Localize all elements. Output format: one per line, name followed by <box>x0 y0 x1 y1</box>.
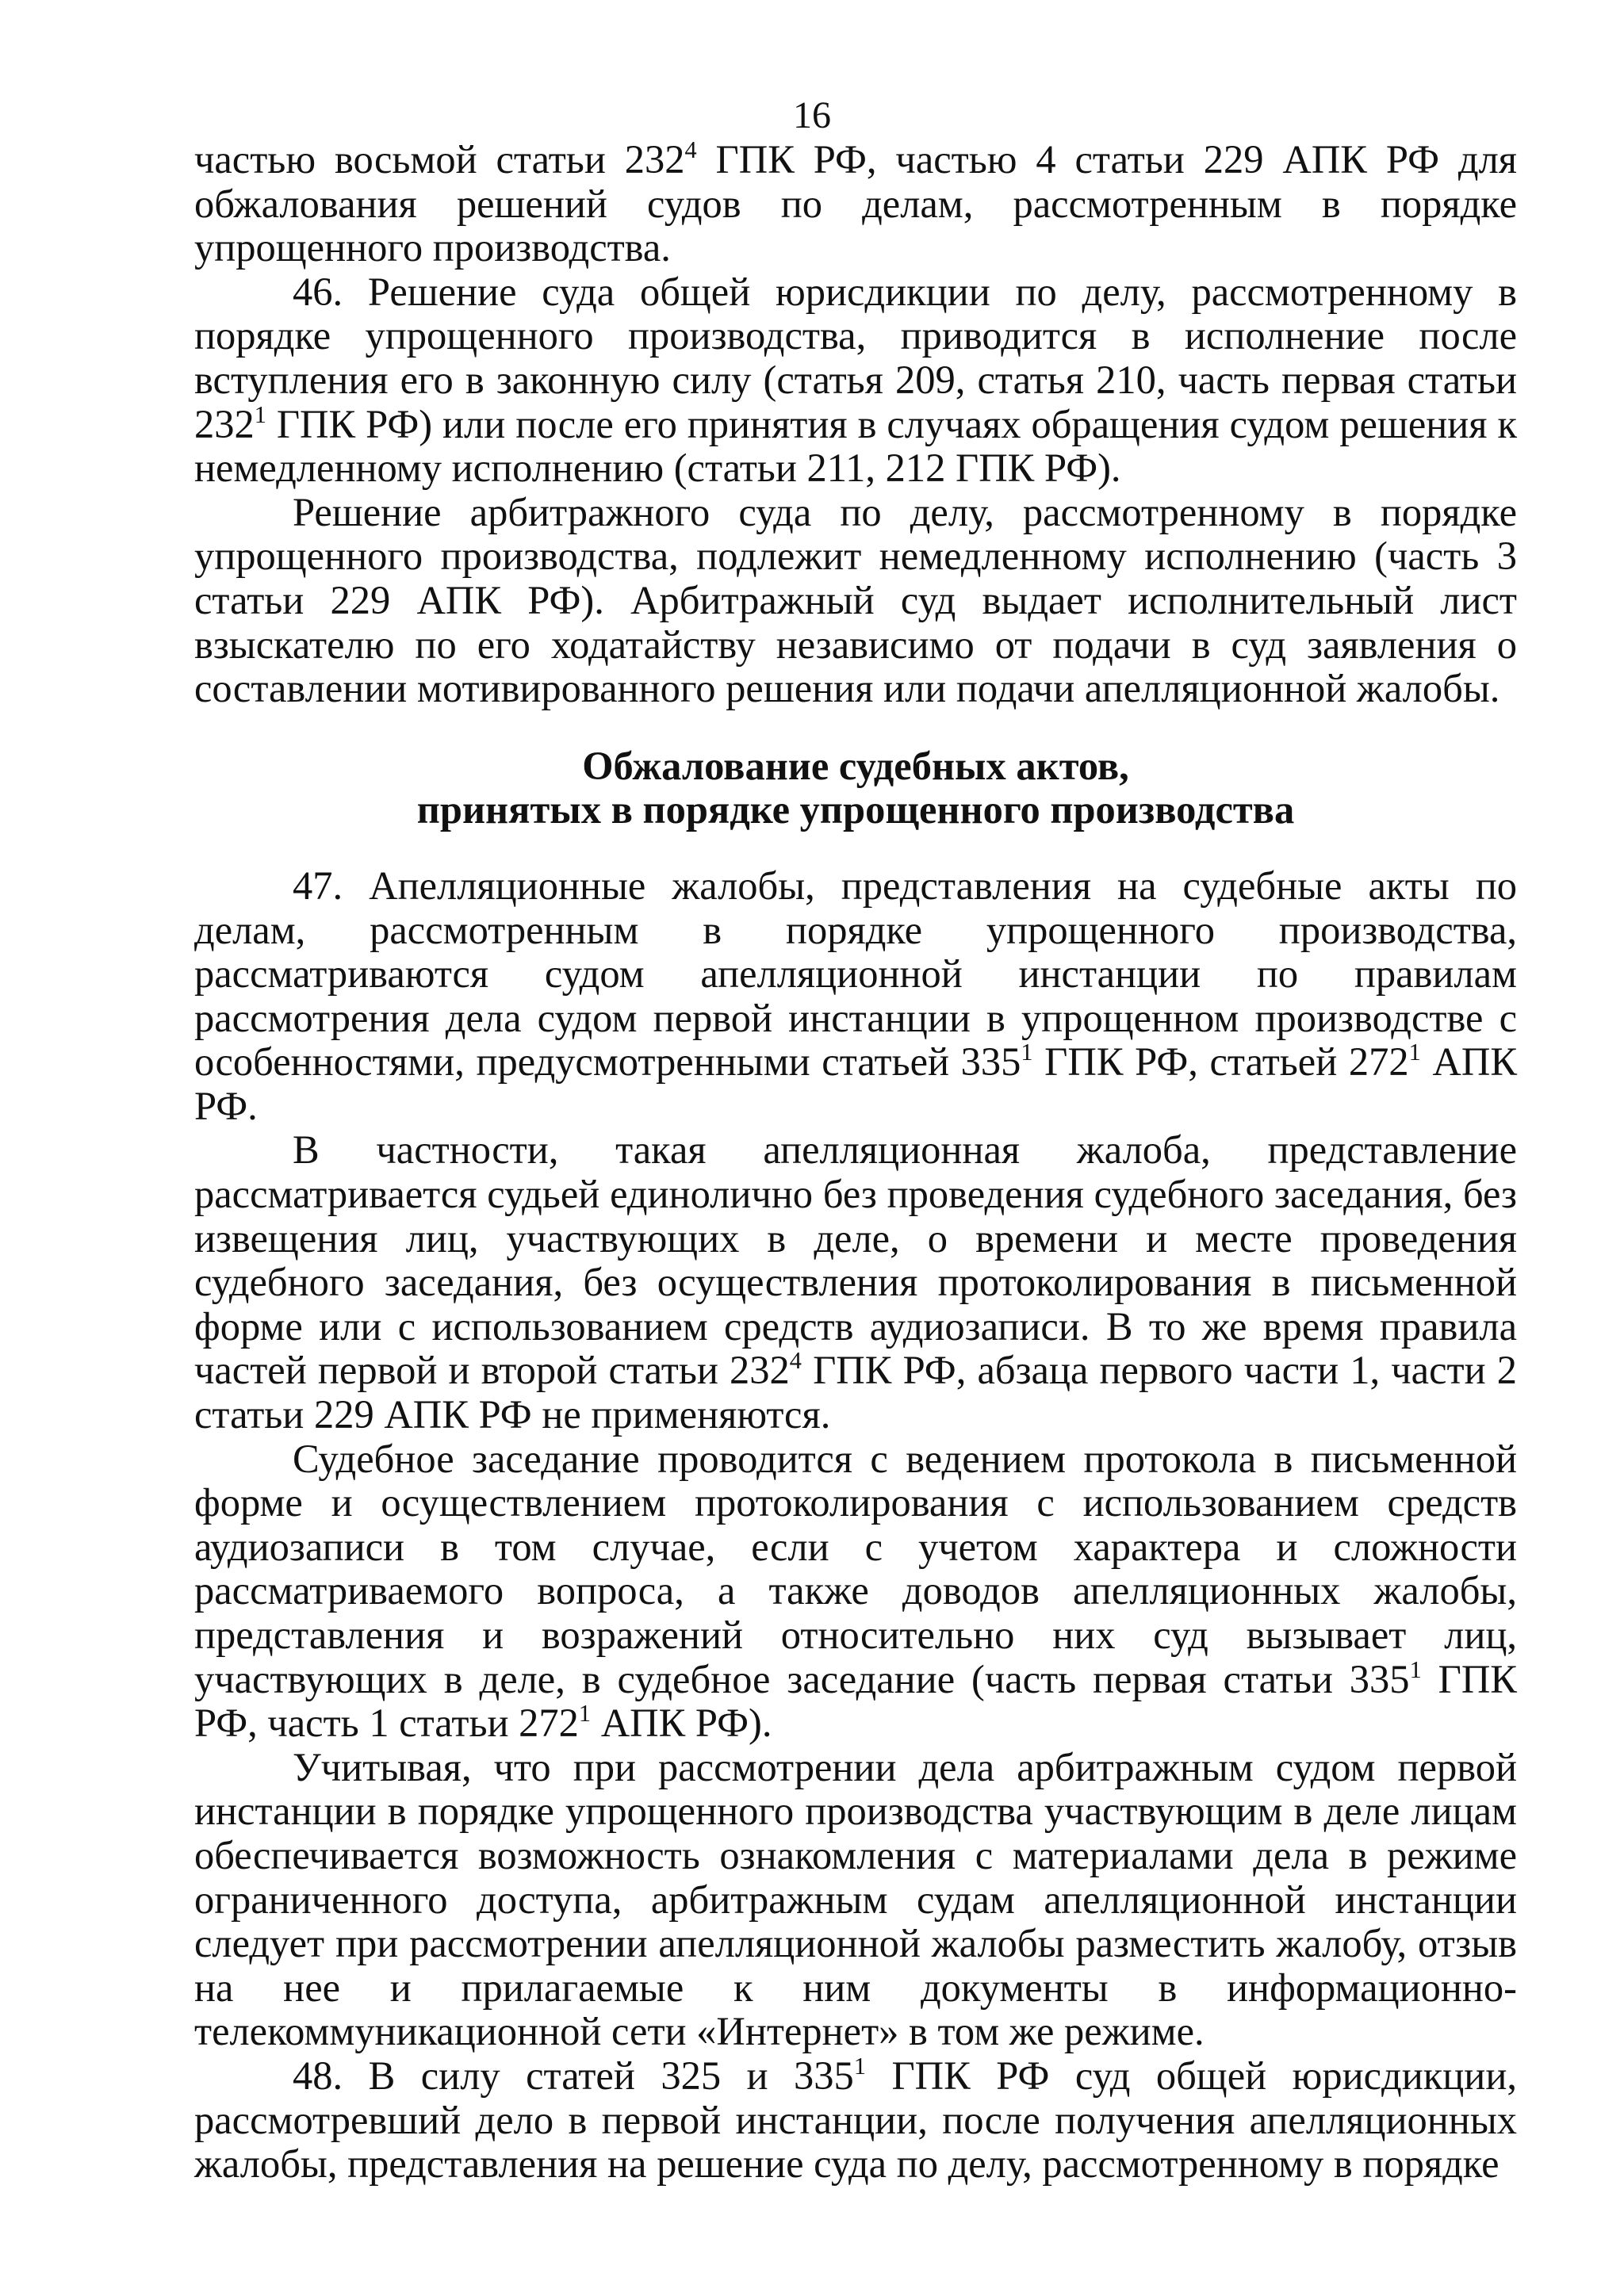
section-heading-line-1: Обжалование судебных актов, <box>582 743 1129 788</box>
page-number: 16 <box>793 94 831 136</box>
section-heading-line-2: принятых в порядке упрощенного производства <box>416 787 1295 832</box>
paragraph-47-internet: Учитывая, что при рассмотрении дела арбитражным судом первой инстанции в порядке упрощенного производства участвующим в деле лицам обеспечивается возможность ознакомления с материалами дела в режиме ограниченного доступа, арбитражным судам апелляционной инстанции следует при рассмотрении апелляционной жалобы разместить жалобу, отзыв на нее и прилагаемые к ним документы в информационно-телекоммуникационной сети «Интернет» в том же режиме. <box>194 1744 1517 2054</box>
paragraph-47-hearing: Судебное заседание проводится с ведением протокола в письменной форме и осуществлением протоколирования с использованием средств аудиозаписи в том случае, если с учетом характера и сложности рассматриваемого вопроса, а также доводов апелляционных жалобы, представления и возражений относительно них суд вызывает лиц, участвующих в деле, в судебное заседание (часть первая статьи $335^1$ ГПК РФ, часть 1 статьи $272^1$ АПК РФ). <box>194 1436 1517 1746</box>
paragraph-46-arbitration: Решение арбитражного суда по делу, рассмотренному в порядке упрощенного производства, подлежит немедленному исполнению (часть 3 статьи 229 АПК РФ). Арбитражный суд выдает исполнительный лист взыскателю по его ходатайству независимо от подачи в суд заявления о составлении мотивированного решения или подачи апелляционной жалобы. <box>194 489 1517 711</box>
paragraph-47-particulars: В частности, такая апелляционная жалоба, представление рассматривается судьей единолично без проведения судебного заседания, без извещения лиц, участвующих в деле, о времени и месте проведения судебного заседания, без осуществления протоколирования в письменной форме или с использованием средств аудиозаписи. В то же время правила частей первой и второй статьи $232^4$ ГПК РФ, абзаца первого части 1, части 2 статьи 229 АПК РФ не применяются. <box>194 1127 1518 1437</box>
document-body <box>194 138 1517 2187</box>
paragraph-46: 46. Решение суда общей юрисдикции по делу, рассмотренному в порядке упрощенного производства, приводится в исполнение после вступления его в законную силу (статья 209, статья 210, часть первая статьи $232^1$ ГПК РФ) или после его принятия в случаях обращения судом решения к немедленному исполнению (статьи 211, 212 ГПК РФ). <box>194 269 1517 491</box>
section-heading <box>194 744 1517 832</box>
paragraph-47: 47. Апелляционные жалобы, представления на судебные акты по делам, рассмотренным в порядке упрощенного производства, рассматриваются судом апелляционной инстанции по правилам рассмотрения дела судом первой инстанции в упрощенном производстве с особенностями, предусмотренными статьей $335^1$ ГПК РФ, статьей $272^1$ АПК РФ. <box>194 863 1518 1128</box>
paragraph-continuation: частью восьмой статьи $232^4$ ГПК РФ, частью 4 статьи 229 АПК РФ для обжалования решений судов по делам, рассмотренным в порядке упрощенного производства. <box>194 136 1518 270</box>
paragraph-48: 48. В силу статей 325 и $335^1$ ГПК РФ суд общей юрисдикции, рассмотревший дело в первой инстанции, после получения апелляционных жалобы, представления на решение суда по делу, рассмотренному в порядке <box>194 2053 1517 2187</box>
